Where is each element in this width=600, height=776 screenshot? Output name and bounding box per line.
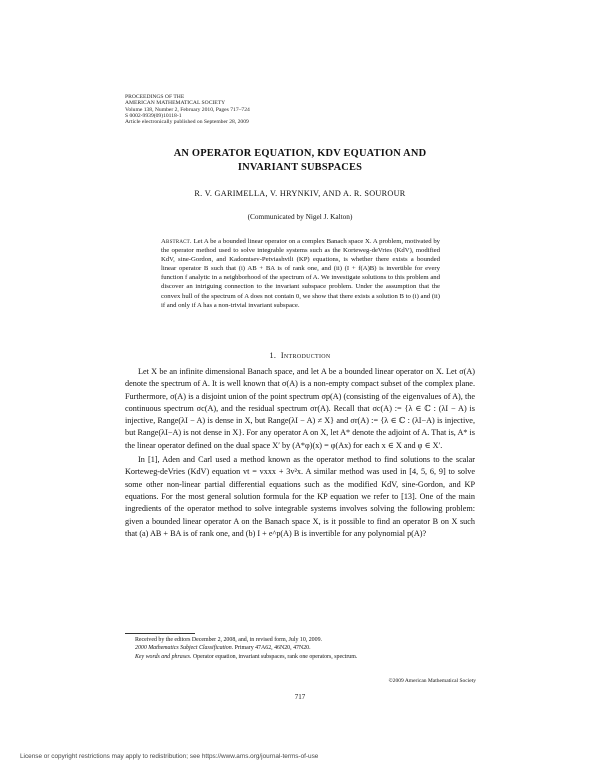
- msc-text: Primary 47A62, 46N20, 47N20.: [234, 645, 311, 652]
- communicated-by: (Communicated by Nigel J. Kalton): [247, 212, 353, 221]
- body-text: [125, 366, 475, 540]
- section-number: 1.: [269, 351, 277, 360]
- paragraph: In [1], Aden and Carl used a method known as the operator method to find solutions to the scalar Korteweg-deVries (KdV) equation vt = vxxx + 3v²x. A similar method was used in [4, 5, 6, 9] to solve some other non-linear partial differential equations such as the modified KdV, sine-Gordon, and KP equations. For the most general solution formula for the KP equation we refer to [13]. One of the main ingredients of the operator method to solve integrable systems involves solving the following problem: given a bounded linear operator A on the Banach space X, is it possible to find an operator B on X such that (a) AB + BA is of rank one, and (b) I + e^p(A) B is invertible for any polynomial p(A)?: [125, 455, 475, 538]
- journal-name-line1: PROCEEDINGS OF THE: [125, 94, 185, 100]
- footnote-msc: [125, 644, 485, 652]
- keywords-label: Key words and phrases.: [135, 653, 192, 660]
- journal-volume: Volume 138, Number 2, February 2010, Pages 717–724: [125, 106, 250, 113]
- title-line1: AN OPERATOR EQUATION, KDV EQUATION AND: [173, 148, 427, 159]
- msc-label: 2000 Mathematics Subject Classification.: [135, 645, 234, 652]
- footnote-divider: [125, 633, 195, 634]
- title-line2: INVARIANT SUBSPACES: [237, 161, 363, 173]
- paper-title: [100, 147, 500, 174]
- abstract-text: Let A be a bounded linear operator on a complex Banach space X. A problem, motivated by the operator method used to solve integrable systems such as the Korteweg-deVries (KdV), modified KdV, sine-Gordon, and Kadomtsev-Petviashvili (KP) equations, is whether there exists a bounded linear operator B such that (i) AB + BA is of rank one, and (ii) (I + f(A)B) is invertible for every function f analytic in a neighborhood of the spectrum of A. We investigate solutions to this problem and discover an intriguing connection to the invariant subspace problem. Under the assumption that the convex hull of the spectrum of A does not contain 0, we show that there exists a solution B to (i) and (ii) if and only if A has a non-trivial invariant subspace.: [161, 238, 441, 309]
- section-title: Introduction: [280, 351, 331, 360]
- journal-issn: S 0002-9939(09)10118-1: [125, 112, 182, 119]
- journal-header: [125, 94, 425, 125]
- journal-name-line2: AMERICAN MATHEMATICAL SOCIETY: [125, 100, 226, 107]
- page-number: 717: [294, 693, 306, 701]
- license-notice[interactable]: License or copyright restrictions may apply to redistribution; see https://www.ams.org/journal-terms-of-use: [20, 753, 319, 760]
- paragraph: Let X be an infinite dimensional Banach space, and let A be a bounded linear operator on X. Let σ(A) denote the spectrum of A. It is well known that σ(A) is a non-empty compact subset of the complex plane. Furthermore, σ(A) is a disjoint union of the point spectrum σp(A) (consisting of the eigenvalues of A), the continuous spectrum σc(A), and the residual spectrum σr(A). Recall that σc(A) := {λ ∈ ℂ : (λI − A) is injective, Range(λI − A) is dense in X, but Range(λI − A) ≠ X} and σr(A) := {λ ∈ ℂ : (λI−A) is injective, but Range(λI−A) is not dense in X}. For any operator A on X, let A* denote the adjoint of A. That is, A* is the linear operator defined on the dual space X′ by (A*φ)(x) = φ(Ax) for each x ∈ X and φ ∈ X′.: [125, 367, 475, 450]
- copyright-notice: ©2009 American Mathematical Society: [388, 678, 476, 684]
- footnotes: [125, 636, 485, 661]
- keywords-text: Operator equation, invariant subspaces, rank one operators, spectrum.: [192, 653, 358, 660]
- footnote-keywords: [125, 653, 485, 661]
- abstract: [161, 237, 440, 310]
- footnote-received: Received by the editors December 2, 2008, and, in revised form, July 10, 2009.: [135, 637, 322, 643]
- abstract-label: Abstract.: [161, 238, 192, 245]
- journal-published: Article electronically published on September 28, 2009: [125, 119, 249, 126]
- authors: R. V. GARIMELLA, V. HRYNKIV, AND A. R. SOUROUR: [194, 189, 406, 198]
- section-heading: [100, 351, 500, 360]
